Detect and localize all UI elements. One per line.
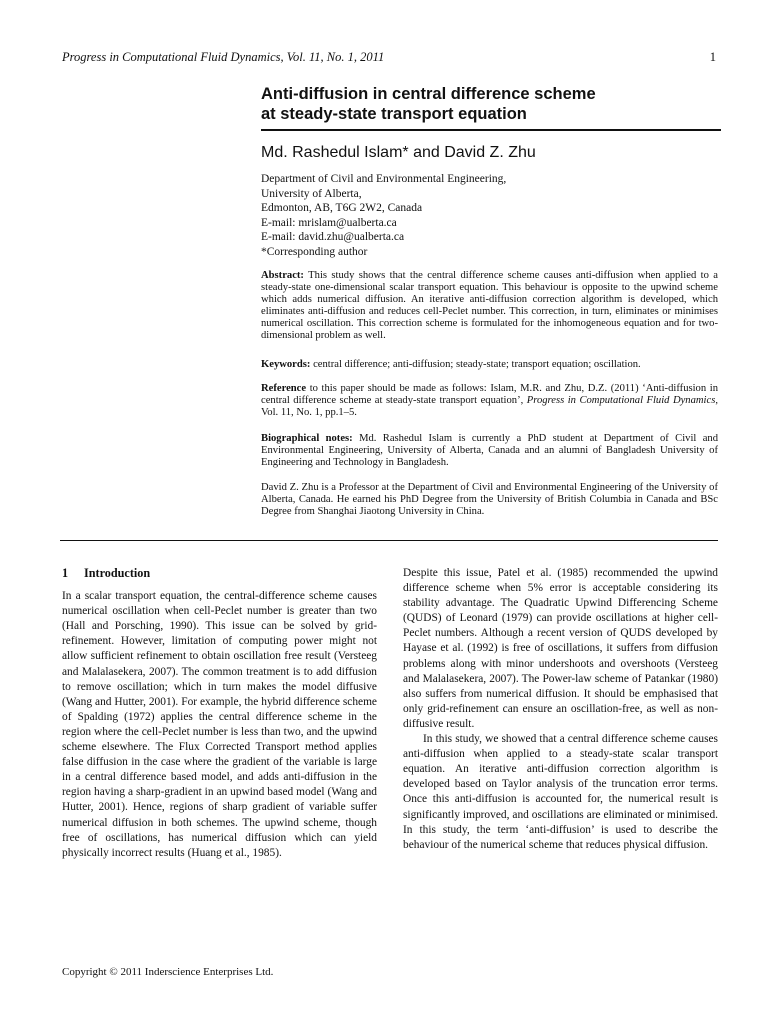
- affiliation-department: Department of Civil and Environmental Engineering,: [261, 173, 507, 185]
- column-right: [403, 566, 718, 853]
- keywords: [261, 359, 718, 371]
- reference-note: [261, 383, 718, 419]
- bio-text-islam: Md. Rashedul Islam is currently a PhD student at Department of Civil and Environmental Engineering, University of Alberta, Canada and an alumni of Bangladesh University of Engineering and Technology in Bangladesh.: [261, 433, 718, 468]
- biographical-notes: [261, 433, 718, 469]
- author-list: Md. Rashedul Islam* and David Z. Zhu: [261, 144, 536, 161]
- reference-volume: , Vol. 11, No. 1, pp.1–5.: [261, 394, 718, 418]
- corresponding-author-note: *Corresponding author: [261, 245, 368, 258]
- bio-text-zhu: David Z. Zhu is a Professor at the Department of Civil and Environmental Engineering of the University of Alberta, Canada. He earned his PhD Degree from the University of British Columbia in Canada and BSc Degree from Shanghai Jiaotong University in China.: [261, 482, 718, 517]
- paper-title: [261, 84, 721, 124]
- author-email-1: E-mail: mrislam@ualberta.ca: [261, 216, 397, 229]
- intro-paragraph-3: In this study, we showed that a central difference scheme causes anti-diffusion when applied to a steady-state scalar transport equation. An iterative anti-diffusion correction algorithm is developed based on Taylor analysis of the truncation error terms. Once this anti-diffusion is accounted for, the numerical result is significantly improved, and oscillations are eliminated or minimised. In this study, the term ‘anti-diffusion’ is used to describe the behaviour of the numerical scheme that reduces physical diffusion.: [403, 733, 718, 851]
- copyright-footer: Copyright © 2011 Inderscience Enterprises Ltd.: [62, 966, 274, 978]
- abstract-label: Abstract:: [261, 270, 304, 281]
- affiliation-city: Edmonton, AB, T6G 2W2, Canada: [261, 202, 423, 215]
- affiliation-block: [261, 172, 506, 260]
- intro-paragraph-2: Despite this issue, Patel et al. (1985) recommended the upwind difference scheme when 5% error is acceptable considering its stability advantage. The Quadratic Upwind Differencing Scheme (QUDS) of Leonard (1979) can provide oscillations at higher cell-Peclet numbers. Although a recent version of QUDS developed by Hayase et al. (1992) is free of oscillations, it suffers from diffusion problems along with minor undershoots and overshoots (Versteeg and Malalasekera, 2007). The Power-law scheme of Patankar (1980) also suffers from numerical diffusion. It should be emphasised that only grid-refinement can ensure an oscillation-free, as well as non-diffusive result.: [403, 567, 718, 730]
- column-left: [62, 566, 377, 861]
- section-separator-rule: [60, 540, 718, 541]
- bio-zhu: [261, 482, 718, 518]
- title-rule: [261, 129, 721, 131]
- section-title: Introduction: [84, 566, 151, 580]
- title-block: [261, 84, 721, 131]
- abstract: [261, 270, 718, 341]
- section-heading-introduction: [62, 566, 377, 581]
- page-number: 1: [709, 50, 716, 64]
- paper-title-line-1: Anti-diffusion in central difference scheme: [261, 85, 596, 103]
- reference-journal: Progress in Computational Fluid Dynamics: [526, 394, 716, 406]
- bio-label: Biographical notes:: [261, 433, 353, 444]
- intro-paragraph-1: In a scalar transport equation, the central-difference scheme causes numerical oscillation when cell-Peclet number is greater than two (Hall and Porsching, 1990). This issue can be solved by grid-refinement. However, limitation of computing power might not allow sufficient refinement to obtain oscillation free result (Versteeg and Malalasekera, 2007). The common treatment is to add diffusion to remove oscillation; which in turn makes the model diffusive (Wang and Hutter, 2001). For example, the hybrid difference scheme of Spalding (1972) applies the central difference scheme in the region where the cell-Peclet number is less than two, and the upwind scheme elsewhere. The Flux Corrected Transport method applies false diffusion in the case where the gradient of the variable is large in a central difference based model, and adds anti-diffusion in the region having a sharp-gradient in an upwind based model (Wang and Hutter, 2001). Hence, regions of sharp gradient of variable suffer numerical diffusion in both schemes. The upwind scheme, though free of oscillations, has numerical diffusion which can yield physically incorrect results (Huang et al., 1985).: [62, 590, 377, 859]
- reference-label: Reference: [261, 383, 307, 394]
- keywords-text: central difference; anti-diffusion; steady-state; transport equation; oscillation.: [313, 359, 641, 370]
- paper-title-line-2: at steady-state transport equation: [261, 105, 527, 123]
- abstract-text: This study shows that the central difference scheme causes anti-diffusion when applied to a steady-state one-dimensional scalar transport equation. This behaviour is opposite to the upwind scheme which adds numerical diffusion. An iterative anti-diffusion correction algorithm is developed, which eliminates anti-diffusion and reduces cell-Peclet number. This correction, in turn, eliminates or minimises numerical oscillation. This correction scheme is formulated for the inhomogeneous equation and for two-dimensional problem as well.: [261, 270, 718, 341]
- author-email-2: E-mail: david.zhu@ualberta.ca: [261, 231, 405, 244]
- section-number: 1: [62, 566, 69, 580]
- running-head-journal: Progress in Computational Fluid Dynamics, Vol. 11, No. 1, 2011: [62, 50, 385, 64]
- reference-text: to this paper should be made as follows: Islam, M.R. and Zhu, D.Z. (2011) ‘Anti-diffusion in central difference scheme at steady-state transport equation’,: [261, 383, 718, 406]
- affiliation-university: University of Alberta,: [261, 187, 362, 200]
- keywords-label: Keywords:: [261, 359, 311, 370]
